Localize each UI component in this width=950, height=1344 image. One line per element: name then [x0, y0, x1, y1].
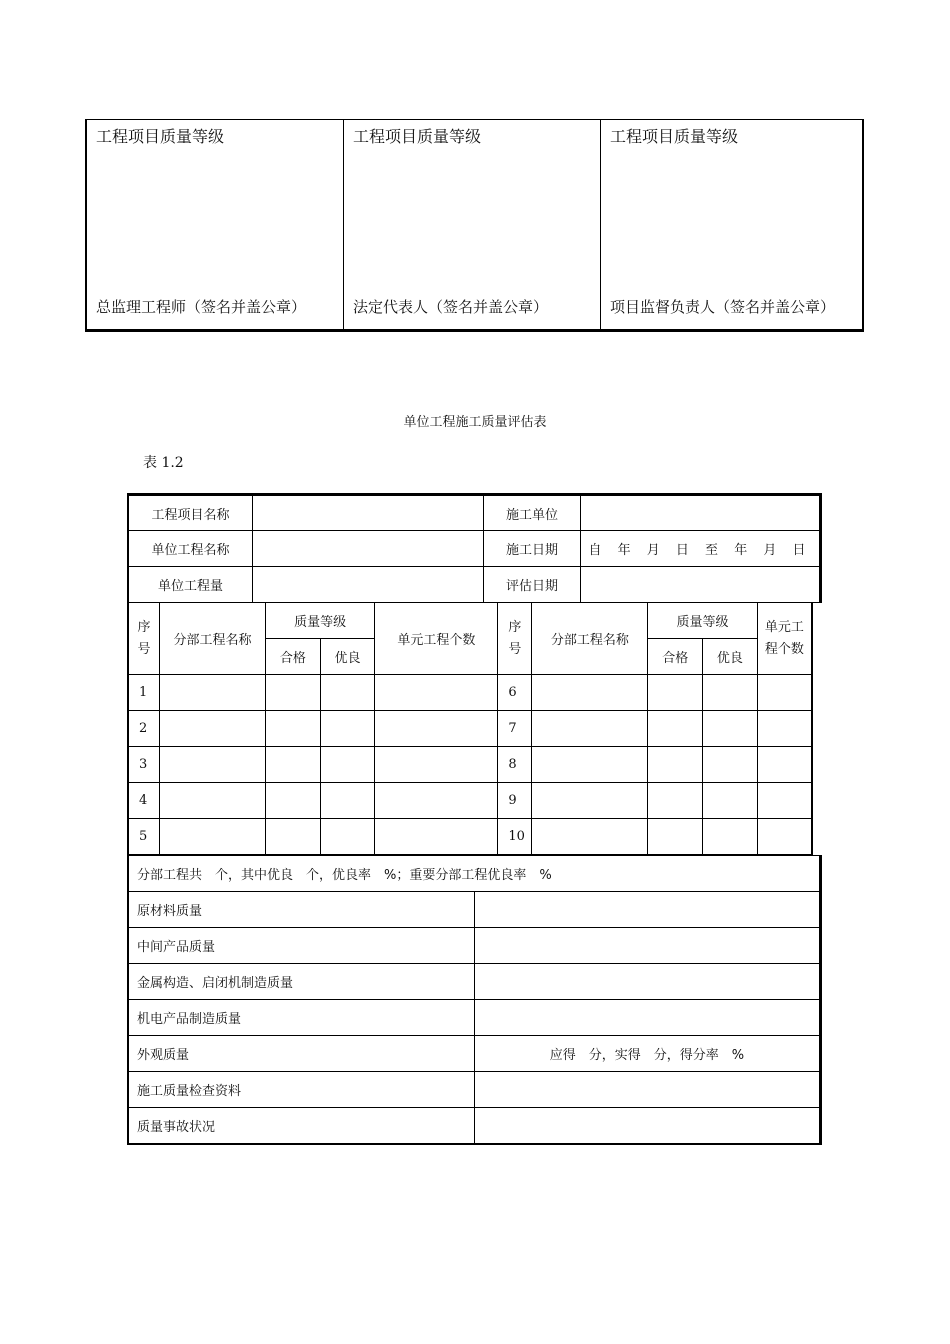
excellent-cell[interactable]	[320, 783, 375, 819]
seq-header-line: 号	[508, 641, 522, 657]
division-name-cell[interactable]	[532, 819, 648, 855]
row-number: 2	[128, 711, 160, 747]
signature-signer: 项目监督负责人（签名并盖公章）	[610, 298, 836, 316]
qualified-header-right: 合格	[648, 639, 703, 675]
unit-count-cell[interactable]	[375, 711, 498, 747]
quality-grade-header-right: 质量等级	[648, 603, 757, 639]
table-row	[128, 675, 812, 711]
qualified-cell[interactable]	[648, 675, 703, 711]
excellent-cell[interactable]	[320, 711, 375, 747]
row-number: 5	[128, 819, 160, 855]
qualified-cell[interactable]	[648, 783, 703, 819]
unit-quantity-field[interactable]	[253, 567, 484, 603]
row-number: 1	[128, 675, 160, 711]
table-row	[128, 783, 812, 819]
row-number: 6	[498, 675, 532, 711]
division-name-cell[interactable]	[532, 747, 648, 783]
signature-cell-supervisor	[86, 120, 344, 331]
division-name-cell[interactable]	[160, 819, 266, 855]
excellent-header-right: 优良	[703, 639, 758, 675]
signature-heading: 工程项目质量等级	[96, 127, 225, 146]
qualified-cell[interactable]	[648, 747, 703, 783]
division-name-cell[interactable]	[160, 783, 266, 819]
project-name-label: 工程项目名称	[128, 495, 253, 531]
inspection-docs-field[interactable]	[474, 1072, 820, 1108]
raw-material-field[interactable]	[474, 892, 820, 928]
division-name-cell[interactable]	[160, 747, 266, 783]
seq-header-line: 号	[137, 641, 151, 657]
signature-signer: 总监理工程师（签名并盖公章）	[96, 298, 307, 316]
accidents-field[interactable]	[474, 1108, 820, 1144]
electromechanical-label: 机电产品制造质量	[128, 1000, 474, 1036]
excellent-cell[interactable]	[703, 819, 758, 855]
construction-unit-label: 施工单位	[484, 495, 581, 531]
signature-signer: 法定代表人（签名并盖公章）	[353, 298, 549, 316]
seq-header-line: 序	[508, 619, 522, 635]
excellent-cell[interactable]	[703, 711, 758, 747]
appearance-field[interactable]: 应得 分，实得 分，得分率 %	[474, 1036, 820, 1072]
qualified-cell[interactable]	[266, 783, 321, 819]
qualified-cell[interactable]	[266, 819, 321, 855]
qualified-header-left: 合格	[266, 639, 321, 675]
division-name-cell[interactable]	[532, 675, 648, 711]
qualified-cell[interactable]	[648, 711, 703, 747]
division-name-cell[interactable]	[160, 675, 266, 711]
qualified-cell[interactable]	[266, 675, 321, 711]
excellent-header-left: 优良	[320, 639, 375, 675]
qualified-cell[interactable]	[266, 711, 321, 747]
unit-count-cell[interactable]	[375, 819, 498, 855]
table-row	[128, 711, 812, 747]
table-number: 表 1.2	[143, 455, 184, 471]
signature-cell-supervision-lead	[601, 120, 864, 331]
inspection-docs-label: 施工质量检查资料	[128, 1072, 474, 1108]
row-number: 10	[498, 819, 532, 855]
info-table	[127, 493, 822, 603]
metal-structure-field[interactable]	[474, 964, 820, 1000]
project-name-field[interactable]	[253, 495, 484, 531]
unit-count-cell[interactable]	[757, 675, 812, 711]
metal-structure-label: 金属构造、启闭机制造质量	[128, 964, 474, 1000]
evaluation-date-label: 评估日期	[484, 567, 581, 603]
unit-count-header-left: 单元工程个数	[375, 603, 498, 675]
row-number: 8	[498, 747, 532, 783]
page-title: 单位工程施工质量评估表	[403, 415, 547, 430]
construction-unit-field[interactable]	[581, 495, 821, 531]
summary-line: 分部工程共 个，其中优良 个，优良率 %；重要分部工程优良率 %	[128, 856, 821, 892]
unit-count-cell[interactable]	[375, 675, 498, 711]
excellent-cell[interactable]	[703, 747, 758, 783]
division-name-header-right: 分部工程名称	[532, 603, 648, 675]
seq-header-right	[498, 603, 532, 675]
appearance-label: 外观质量	[128, 1036, 474, 1072]
quality-grade-header-left: 质量等级	[266, 603, 375, 639]
signature-heading: 工程项目质量等级	[610, 127, 739, 146]
row-number: 7	[498, 711, 532, 747]
division-name-cell[interactable]	[160, 711, 266, 747]
construction-date-field[interactable]: 自 年 月 日 至 年 月 日	[581, 531, 821, 567]
division-table	[127, 602, 813, 855]
unit-count-cell[interactable]	[757, 819, 812, 855]
table-row	[128, 747, 812, 783]
accidents-label: 质量事故状况	[128, 1108, 474, 1144]
excellent-cell[interactable]	[703, 675, 758, 711]
table-row	[128, 819, 812, 855]
excellent-cell[interactable]	[320, 747, 375, 783]
evaluation-date-field[interactable]	[581, 567, 821, 603]
seq-header-left	[128, 603, 160, 675]
signature-cell-legal-rep	[344, 120, 601, 331]
unit-count-cell[interactable]	[375, 747, 498, 783]
summary-table	[127, 855, 822, 1145]
intermediate-product-field[interactable]	[474, 928, 820, 964]
excellent-cell[interactable]	[320, 675, 375, 711]
unit-count-cell[interactable]	[757, 747, 812, 783]
division-name-cell[interactable]	[532, 711, 648, 747]
excellent-cell[interactable]	[703, 783, 758, 819]
unit-count-cell[interactable]	[757, 711, 812, 747]
unit-count-header-right	[757, 603, 812, 675]
unit-count-cell[interactable]	[375, 783, 498, 819]
construction-date-label: 施工日期	[484, 531, 581, 567]
row-number: 3	[128, 747, 160, 783]
qualified-cell[interactable]	[266, 747, 321, 783]
unit-count-header-line: 单元工	[764, 619, 804, 635]
signature-table	[85, 119, 864, 332]
unit-count-header-line: 程个数	[764, 641, 804, 657]
excellent-cell[interactable]	[320, 819, 375, 855]
raw-material-label: 原材料质量	[128, 892, 474, 928]
unit-project-name-label: 单位工程名称	[128, 531, 253, 567]
row-number: 4	[128, 783, 160, 819]
electromechanical-field[interactable]	[474, 1000, 820, 1036]
intermediate-product-label: 中间产品质量	[128, 928, 474, 964]
unit-quantity-label: 单位工程量	[128, 567, 253, 603]
division-name-header-left: 分部工程名称	[160, 603, 266, 675]
unit-count-cell[interactable]	[757, 783, 812, 819]
qualified-cell[interactable]	[648, 819, 703, 855]
signature-heading: 工程项目质量等级	[353, 127, 482, 146]
unit-project-name-field[interactable]	[253, 531, 484, 567]
seq-header-line: 序	[137, 619, 151, 635]
row-number: 9	[498, 783, 532, 819]
division-name-cell[interactable]	[532, 783, 648, 819]
